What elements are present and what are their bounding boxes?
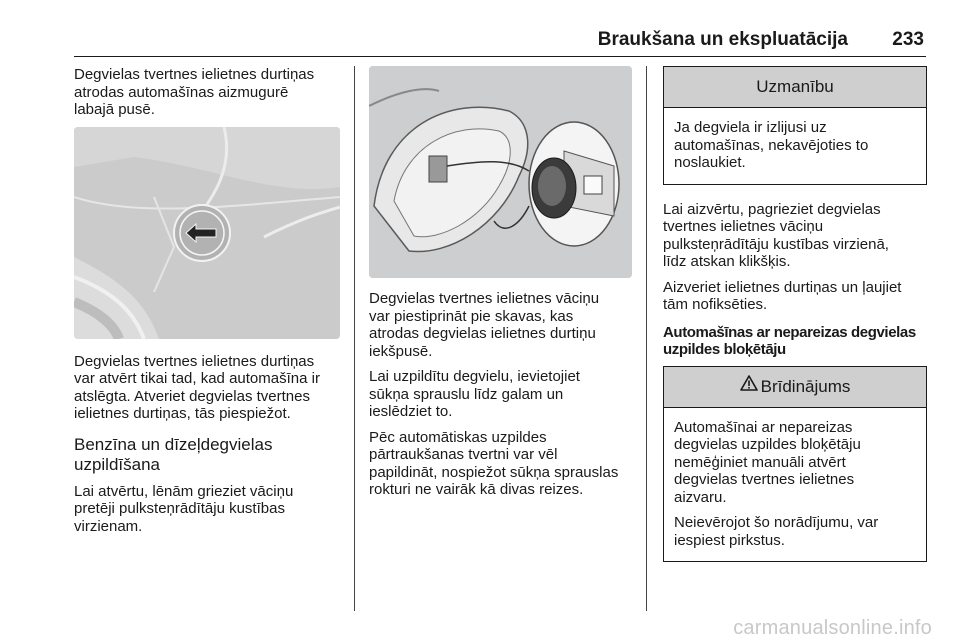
caution-title: Uzmanību: [664, 67, 926, 108]
paragraph: Degvielas tvertnes ielietnes durtiņas atrodas automašīnas aizmugurē labajā pusē.: [74, 66, 315, 118]
paragraph: Lai uzpildītu degvielu, ievietojiet sūkņa sprauslu līdz galam un ieslēdziet to.: [369, 368, 580, 420]
page-header: [74, 24, 926, 57]
paragraph: Degvielas tvertnes ielietnes vāciņu var piestiprināt pie skavas, kas atrodas degvielas ielietnes durtiņu iekšpusē.: [369, 290, 600, 360]
paragraph: Lai atvērtu, lēnām grieziet vāciņu pretēji pulksteņrādītāju kustības virzienam.: [74, 482, 294, 535]
column-3: [663, 66, 927, 572]
section-title: Braukšana un ekspluatācija: [597, 29, 848, 50]
warning-triangle-icon: [740, 366, 758, 406]
watermark: carmanualsonline.info: [733, 617, 932, 639]
warning-title: Brīdinājums: [760, 376, 851, 396]
warning-text: Automašīnai ar nepareizas degvielas uzpildes bloķētāju nemēģiniet manuāli atvērt degvielas tvertnes ielietnes aizvaru.: [674, 418, 861, 506]
fuel-cap-illustration: [369, 66, 632, 278]
warning-text: Neievērojot šo norādījumu, var iespiest pirkstus.: [674, 514, 879, 549]
page-number: 233: [892, 29, 924, 50]
paragraph: Aizveriet ielietnes durtiņas un ļaujiet tām nofiksēties.: [663, 278, 902, 313]
fuel-door-illustration: [74, 127, 340, 339]
column-2: [369, 66, 632, 507]
column-divider: [354, 66, 355, 611]
caution-text: Ja degviela ir izlijusi uz automašīnas, nekavējoties to noslaukiet.: [674, 119, 869, 171]
column-divider: [646, 66, 647, 611]
paragraph: Lai aizvērtu, pagrieziet degvielas tvertnes ielietnes vāciņu pulksteņrādītāju kustības virzienā, līdz atskan klikšķis.: [663, 200, 889, 270]
warning-box: [663, 366, 927, 563]
caution-box: [663, 66, 927, 185]
warning-header: [664, 367, 926, 408]
column-1: [74, 66, 340, 543]
section-heading: Automašīnas ar nepareizas degvielas uzpildes bloķētāju: [663, 323, 916, 358]
paragraph: Degvielas tvertnes ielietnes durtiņas var atvērt tikai tad, kad automašīna ir atslēgta. Atveriet degvielas tvertnes ielietnes durtiņas, tās piespiežot.: [74, 352, 320, 422]
paragraph: Pēc automātiskas uzpildes pārtraukšanas tvertni var vēl papildināt, nospiežot sūkņa sprauslas rokturi ne vairāk kā divas reizes.: [369, 428, 619, 498]
section-heading: Benzīna un dīzeļdegvielas uzpildīšana: [74, 434, 273, 474]
